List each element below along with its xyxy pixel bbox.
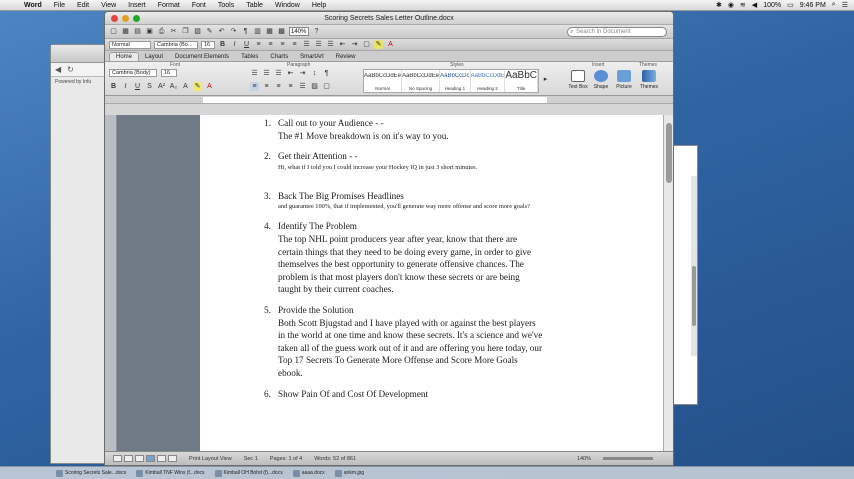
tab-smartart[interactable]: SmartArt	[300, 54, 324, 60]
dock-item[interactable]	[56, 470, 126, 477]
section-text: Sec	[243, 455, 254, 462]
ribbon-align-right-icon[interactable]: ≡	[276, 83, 281, 90]
style-preview: AaBbCcDdEe	[402, 73, 440, 79]
help-icon[interactable]: ?	[314, 28, 319, 35]
dock	[0, 466, 854, 479]
section-label	[244, 456, 258, 462]
left-ruler	[105, 115, 117, 452]
reload-icon[interactable]: ↻	[67, 65, 74, 74]
item-number: 5.	[264, 304, 271, 315]
style-heading-1[interactable]	[440, 70, 471, 92]
scroll-thumb[interactable]	[666, 123, 672, 183]
themes-icon	[642, 70, 656, 82]
themes-button[interactable]	[637, 70, 661, 90]
shape-button[interactable]	[589, 70, 613, 90]
item-heading: Back The Big Promises Headlines	[278, 190, 404, 201]
tab-review[interactable]: Review	[335, 54, 356, 60]
ruler-margin-area	[203, 97, 547, 103]
ribbon-font-color-icon[interactable]: A	[207, 83, 212, 90]
view-buttons	[113, 455, 177, 462]
gallery-icon[interactable]: ▦	[266, 28, 273, 35]
group-themes-label: Themes	[639, 62, 658, 68]
ribbon-multilevel-icon[interactable]: ☰	[275, 70, 282, 77]
item-body: and guarantee 100%, that if implemented, you'll generate way more offense and score more goals?	[278, 203, 530, 211]
align-left-icon[interactable]: ≡	[256, 41, 261, 48]
view-name: Print Layout View	[189, 455, 232, 462]
words-value: 52 of 861	[333, 455, 356, 462]
font-size-select[interactable]: 16	[201, 41, 215, 49]
save-icon[interactable]: ▣	[146, 28, 153, 35]
justify-icon[interactable]: ≡	[292, 41, 297, 48]
standard-toolbar	[105, 25, 673, 39]
item-number: 3.	[264, 190, 271, 201]
shape-icon	[594, 70, 608, 82]
list-item[interactable]	[264, 220, 544, 296]
text-box-button[interactable]	[566, 70, 590, 90]
section-value: 1	[254, 455, 258, 462]
fullscreen-view-button[interactable]	[168, 455, 177, 462]
pilcrow-icon[interactable]: ¶	[243, 28, 248, 35]
volume-icon[interactable]: ◀	[751, 2, 758, 9]
item-heading: Provide the Solution	[278, 304, 354, 315]
format-painter-icon[interactable]: ✎	[206, 28, 213, 35]
words-label	[314, 456, 356, 462]
paste-icon[interactable]: ▧	[194, 28, 201, 35]
document-icon	[56, 470, 63, 477]
undo-icon[interactable]: ↶	[218, 28, 225, 35]
ribbon-underline-icon[interactable]: U	[134, 83, 141, 90]
status-zoom: 140%	[576, 455, 591, 462]
pages-text: Pages:	[269, 455, 287, 462]
pages-label	[270, 456, 302, 462]
item-number: 2.	[264, 151, 271, 162]
list-item[interactable]	[264, 150, 544, 172]
style-name: No Spacing	[408, 86, 433, 91]
style-name: Heading 1	[444, 86, 466, 91]
outline-view-button[interactable]	[124, 455, 133, 462]
tab-document-elements[interactable]: Document Elements	[175, 54, 230, 60]
ribbon-justify-icon[interactable]: ≡	[288, 83, 293, 90]
outline-list	[264, 115, 544, 400]
shape-label: Shape	[593, 84, 609, 90]
clock-time[interactable]: 9:46 PM	[799, 1, 826, 9]
publishing-view-button[interactable]	[135, 455, 144, 462]
item-heading: Call out to your Audience - -	[278, 118, 384, 128]
superscript-icon[interactable]: A²	[158, 83, 165, 90]
item-body: The #1 Move breakdown is on it's way to you.	[278, 130, 449, 141]
ribbon-align-center-icon[interactable]: ≡	[264, 83, 269, 90]
highlight-icon[interactable]: ✎	[375, 41, 382, 48]
text-box-label: Text Box	[568, 84, 588, 90]
background-scrollbar[interactable]	[691, 176, 697, 356]
image-icon	[335, 470, 342, 477]
words-text: Words:	[314, 455, 332, 462]
ribbon-highlight-icon[interactable]: ✎	[194, 83, 201, 90]
item-number: 1.	[264, 118, 271, 128]
templates-icon[interactable]: ▦	[122, 28, 129, 35]
text-box-icon	[571, 70, 585, 82]
ribbon-home	[105, 62, 673, 96]
document-icon	[293, 470, 300, 477]
ribbon-line-spacing-icon[interactable]: ☰	[299, 83, 306, 90]
styles-more-icon[interactable]: ▸	[543, 76, 548, 83]
ribbon-bullets-icon[interactable]: ☰	[251, 70, 258, 77]
menu-insert[interactable]: Insert	[128, 1, 146, 9]
item-heading: Show Pain Of and Cost Of Development	[278, 388, 429, 399]
menu-tools[interactable]: Tools	[217, 1, 235, 9]
dock-item[interactable]	[293, 470, 325, 477]
bluetooth-icon[interactable]: ✱	[715, 2, 722, 9]
print-layout-view-button[interactable]	[146, 455, 155, 462]
ribbon-font-select[interactable]: Cambria (Body)	[109, 69, 157, 77]
window-title: Scoring Secrets Sales Letter Outline.docx	[324, 14, 454, 22]
subscript-icon[interactable]: A₂	[169, 83, 178, 90]
zoom-field[interactable]: 140%	[289, 27, 309, 36]
cut-icon[interactable]: ✂	[170, 28, 177, 35]
vertical-scrollbar[interactable]	[663, 115, 673, 452]
item-number: 4.	[264, 221, 271, 232]
ribbon-borders-icon[interactable]: ▢	[323, 83, 330, 90]
item-number: 6.	[264, 388, 271, 399]
themes-label: Themes	[639, 84, 659, 90]
increase-indent-icon[interactable]: ⇥	[351, 41, 358, 48]
battery-icon[interactable]: ▭	[787, 2, 794, 9]
back-arrow-icon[interactable]: ◀	[55, 65, 62, 74]
redo-icon[interactable]: ↷	[230, 28, 237, 35]
item-body: Both Scott Bjugstad and I have played with or against the best players in the world at one time and know these secrets. It's a science and we've taken all of the guess work out of it and are offering you here today, our Top 17 Secrets To Generate More Offense and Score More Goals ebook.	[278, 317, 543, 378]
word-window	[104, 11, 674, 466]
strikethrough-icon[interactable]: S	[147, 83, 152, 90]
ribbon-increase-indent-icon[interactable]: ⇥	[299, 70, 306, 77]
group-paragraph-label: Paragraph	[287, 62, 311, 68]
menu-font[interactable]: Font	[191, 1, 206, 9]
menu-edit[interactable]: Edit	[77, 1, 90, 9]
tab-charts[interactable]: Charts	[270, 54, 289, 60]
ribbon-size-select[interactable]: 16	[161, 69, 177, 77]
spotlight-icon[interactable]: ⌕	[831, 1, 836, 8]
picture-button[interactable]	[612, 70, 636, 90]
dock-item-label: Kimball TNF Wins (f...docx	[145, 470, 205, 476]
formatting-toolbar	[105, 39, 673, 51]
menu-help[interactable]: Help	[311, 1, 327, 9]
status-bar	[105, 451, 673, 465]
menu-window[interactable]: Window	[274, 1, 300, 9]
tab-tables[interactable]: Tables	[241, 54, 259, 60]
list-item[interactable]	[264, 304, 544, 380]
document-area[interactable]	[105, 115, 665, 452]
ribbon-decrease-indent-icon[interactable]: ⇤	[287, 70, 294, 77]
ribbon-align-left-icon[interactable]: ≡	[250, 82, 259, 91]
style-select[interactable]: Normal	[109, 41, 151, 49]
draft-view-button[interactable]	[113, 455, 122, 462]
menu-file[interactable]: File	[53, 1, 66, 9]
menu-bar	[0, 0, 854, 11]
item-heading: Get their Attention - -	[278, 151, 358, 162]
ribbon-paragraph-row1	[250, 69, 331, 78]
window-titlebar	[105, 12, 673, 25]
battery-label[interactable]: 100%	[763, 1, 782, 9]
numbering-icon[interactable]: ☰	[327, 41, 334, 48]
style-normal[interactable]	[364, 70, 402, 92]
background-browser-window[interactable]	[50, 44, 110, 464]
picture-label: Picture	[616, 84, 632, 90]
list-icon[interactable]: ☰	[841, 2, 848, 9]
list-item[interactable]	[264, 388, 544, 401]
open-icon[interactable]: ▤	[134, 28, 141, 35]
powered-by-text: Powered by Infu	[55, 79, 92, 85]
item-body: The top NHL point producers year after year, know that there are certain things that they need to be doing every game, in order to give themselves the best opportunity to generate offensive chances. The problem is that most players don't know these secrets or are being taught by their current coaches.	[278, 233, 532, 295]
underline-icon[interactable]: U	[243, 41, 250, 48]
ribbon-numbering-icon[interactable]: ☰	[263, 70, 270, 77]
browser-nav	[51, 63, 109, 77]
text-effects-icon[interactable]: A	[183, 83, 188, 90]
item-body: Hi, what if I told you I could increase your Hockey IQ in just 3 short minutes.	[278, 163, 478, 171]
background-window-right[interactable]	[670, 145, 698, 405]
style-preview: AaBbCcDdE	[470, 73, 505, 79]
dock-item-label: ankm.jpg	[343, 470, 365, 476]
eye-icon[interactable]: ◉	[727, 2, 734, 9]
pages-value: 1 of 4	[288, 455, 303, 462]
sort-icon[interactable]: ↕	[312, 70, 317, 77]
tab-layout[interactable]: Layout	[145, 54, 164, 60]
zoom-slider[interactable]	[603, 457, 653, 460]
font-select[interactable]: Cambria (Bo...	[154, 41, 198, 49]
document-icon	[136, 470, 143, 477]
style-name: Heading 2	[477, 86, 498, 91]
ribbon-italic-icon[interactable]: I	[124, 83, 127, 90]
align-center-icon[interactable]: ≡	[268, 41, 273, 48]
ribbon-shading-icon[interactable]: ▨	[311, 83, 318, 90]
decrease-indent-icon[interactable]: ⇤	[339, 41, 346, 48]
ruler[interactable]	[105, 96, 673, 104]
menu-table[interactable]: Table	[246, 1, 263, 9]
item-heading: Identify The Problem	[278, 221, 357, 232]
font-color-icon[interactable]: A	[388, 41, 393, 48]
notebook-view-button[interactable]	[157, 455, 166, 462]
sidebar-icon[interactable]: ▥	[254, 28, 261, 35]
document-icon	[215, 470, 222, 477]
list-item[interactable]	[264, 190, 544, 212]
bold-icon[interactable]: B	[219, 41, 226, 48]
style-name: Normal	[375, 86, 390, 91]
styles-gallery	[363, 69, 539, 93]
background-scroll-thumb[interactable]	[692, 266, 696, 326]
dock-item-label: Kimball OH Bohd (f)...docx	[223, 470, 283, 476]
style-preview: AaBbCcDc	[440, 73, 470, 79]
ribbon-pilcrow-icon[interactable]: ¶	[324, 70, 329, 77]
list-item[interactable]	[264, 117, 544, 142]
menu-extras	[716, 1, 854, 9]
tab-home[interactable]: Home	[109, 52, 139, 61]
style-name: Title	[516, 86, 526, 91]
copy-icon[interactable]: ❐	[182, 28, 189, 35]
border-icon[interactable]: ▢	[363, 41, 370, 48]
group-styles-label: Styles	[450, 62, 464, 68]
ribbon-tabs	[105, 51, 673, 62]
wifi-icon[interactable]: ≋	[739, 2, 746, 9]
line-spacing-icon[interactable]: ☰	[303, 41, 310, 48]
new-document-icon[interactable]: ▢	[110, 28, 117, 35]
toolbox-icon[interactable]: ▩	[278, 28, 285, 35]
dock-item[interactable]	[136, 470, 204, 477]
menu-app[interactable]: Word	[24, 1, 42, 9]
picture-icon	[617, 70, 631, 82]
group-font-label: Font	[170, 62, 181, 68]
style-preview: AaBbC	[505, 70, 537, 81]
menu-format[interactable]: Format	[157, 1, 180, 9]
ribbon-bold-icon[interactable]: B	[110, 83, 117, 90]
menu-view[interactable]: View	[101, 1, 117, 9]
style-heading-2[interactable]	[471, 70, 506, 92]
group-insert-label: Insert	[592, 62, 605, 68]
dock-item[interactable]	[215, 470, 283, 477]
style-preview: AaBbCcDdEe	[364, 73, 402, 79]
italic-icon[interactable]: I	[233, 41, 236, 48]
align-right-icon[interactable]: ≡	[280, 41, 285, 48]
dock-item[interactable]	[335, 470, 364, 477]
style-title[interactable]	[505, 70, 538, 92]
style-no-spacing[interactable]	[402, 70, 440, 92]
search-field[interactable]: ⌕ Search in Document	[567, 27, 667, 37]
print-icon[interactable]: ⎙	[158, 28, 165, 35]
document-page[interactable]	[200, 115, 665, 452]
ribbon-paragraph-row2	[250, 82, 331, 91]
bullets-icon[interactable]: ☰	[315, 41, 322, 48]
dock-item-label: aaaa.docx	[301, 470, 325, 476]
browser-titlebar	[51, 45, 109, 63]
dock-item-label: Scoring Secrets Sale...docx	[65, 470, 127, 476]
ribbon-font-buttons	[109, 82, 214, 91]
